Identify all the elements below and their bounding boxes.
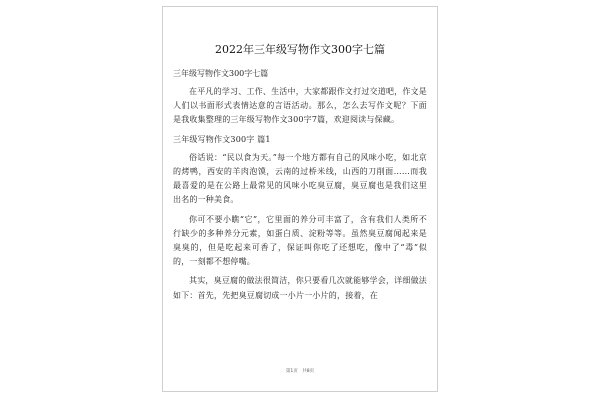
- document-body: [173, 85, 427, 308]
- page-footer: 第1页 共8页: [285, 369, 315, 374]
- document-title: 2022年三年级写物作文300字七篇: [215, 43, 385, 56]
- intro-paragraph: 在平凡的学习、工作、生活中，大家都跟作文打过交道吧，作文是人们以书面形式表情达意的言语活动。那么，怎么去写作文呢？下面是我收集整理的三年级写物作文300字7篇，欢迎阅读与保藏。: [173, 87, 427, 125]
- body-paragraph: 你可不要小瞧“它”，它里面的养分可丰富了，含有我们人类所不行缺少的多种养分元素，如蛋白质、淀粉等等。虽然臭豆腐闻起来是臭臭的，但是吃起来可香了，保证叫你吃了还想吃，像中了“毒”似的，一刻都不想停嘴。: [173, 214, 427, 267]
- body-paragraph: 俗话说：“民以食为天。”每一个地方都有自己的风味小吃，如北京的烤鸭，西安的羊肉泡馍，云南的过桥米线，山西的刀削面……而我最喜爱的是在公路上最常见的风味小吃臭豆腐，臭豆腐也是我们这里出名的一种美食。: [173, 152, 427, 205]
- section-heading: 三年级写物作文300字 篇1: [173, 134, 271, 144]
- document-page: [162, 6, 438, 392]
- body-paragraph: 其实，臭豆腐的做法很简洁，你只要看几次就能够学会，详细做法如下：首先，先把臭豆腐切成一小片一小片的，接着，在: [173, 276, 427, 300]
- document-subtitle: 三年级写物作文300字七篇: [173, 69, 269, 78]
